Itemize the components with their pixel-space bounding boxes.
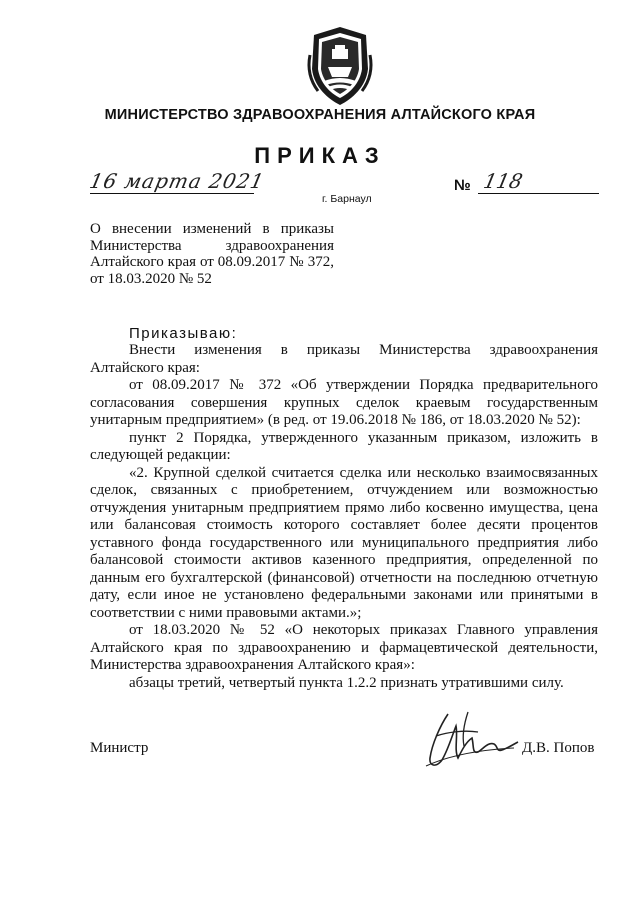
number-sign: № [454, 177, 471, 194]
document-subject: О внесении изменений в приказы Министерства здравоохранения Алтайского края от 08.09.2017 № 372, от 18.03.2020 № 52 [90, 221, 334, 287]
city-label: г. Барнаул [322, 193, 372, 205]
body-paragraph: пункт 2 Порядка, утвержденного указанным приказом, изложить в следующей редакции: [90, 429, 598, 463]
handwritten-number: 118 [481, 169, 525, 193]
date-underline [90, 193, 254, 194]
number-underline [478, 193, 599, 194]
body-paragraph: от 08.09.2017 № 372 «Об утверждении Порядка предварительного согласования совершения крупных сделок краевым государственным унитарным предприятием» (в ред. от 19.06.2018 № 186, от 18.03.2020 № 52): [90, 377, 598, 428]
signer-position: Министр [90, 740, 149, 756]
handwritten-date: 16 марта 2021 [87, 169, 267, 193]
handwritten-signature [418, 706, 522, 774]
coat-of-arms-emblem [304, 25, 376, 107]
orders-word: Приказываю: [129, 325, 238, 342]
document-body [90, 342, 598, 692]
document-type-title: ПРИКАЗ [254, 143, 386, 168]
body-paragraph: Внести изменения в приказы Министерства здравоохранения Алтайского края: [90, 342, 598, 376]
body-paragraph: «2. Крупной сделкой считается сделка или несколько взаимосвязанных сделок, связанных с приобретением, отчуждением или возможностью отчуждения унитарным предприятием прямо либо косвенно имущества, цена или балансовая стоимость которого составляет более десяти процентов уставного фонда государственного или муниципального предприятия либо балансовой стоимости активов казенного предприятия, определенной по данным его бухгалтерской (финансовой) отчетности на последнюю отчетную дату, если иное не установлено федеральными законами или принятыми в соответствии с ними правовыми актами.»; [90, 464, 598, 621]
body-paragraph: абзацы третий, четвертый пункта 1.2.2 признать утратившими силу. [129, 674, 564, 691]
ministry-name: МИНИСТЕРСТВО ЗДРАВООХРАНЕНИЯ АЛТАЙСКОГО КРАЯ [104, 107, 536, 123]
body-paragraph: от 18.03.2020 № 52 «О некоторых приказах Главного управления Алтайского края по здравоохранению и фармацевтической деятельности, Министерства здравоохранения Алтайского края»: [90, 622, 598, 673]
signer-name: Д.В. Попов [522, 740, 595, 756]
